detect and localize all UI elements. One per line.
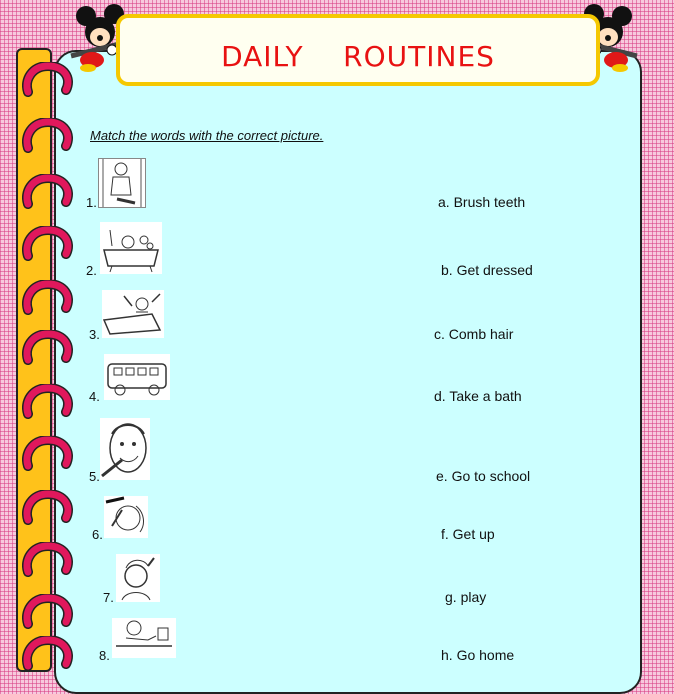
school-bus-icon [104,354,170,400]
spiral-ring-icon [22,490,76,530]
word-option: g. play [445,589,487,605]
item-number: 4. [89,389,100,404]
word-option: e. Go to school [436,468,531,484]
waking-up-in-bed-icon [102,290,164,338]
person-washing-icon [98,158,146,208]
spiral-ring-icon [22,330,76,370]
spiral-ring-icon [22,174,76,214]
spiral-ring-icon [22,636,76,676]
word-option: a. Brush teeth [438,194,526,210]
item-number: 6. [92,527,103,542]
title-box [116,14,600,86]
spiral-ring-icon [22,594,76,634]
spiral-ring-icon [22,118,76,158]
brushing-teeth-face-icon [100,418,150,480]
spiral-ring-icon [22,436,76,476]
item-number: 7. [103,590,114,605]
item-number: 5. [89,469,100,484]
word-option: d. Take a bath [434,388,522,404]
spiral-ring-icon [22,384,76,424]
child-at-desk-icon [112,618,176,658]
spiral-ring-icon [22,226,76,266]
instruction-text: Match the words with the correct picture. [90,128,324,143]
item-number: 1. [86,195,97,210]
word-option: f. Get up [441,526,495,542]
combing-hair-icon [104,496,148,538]
page-title: DAILY ROUTINES [221,40,495,73]
spiral-ring-icon [22,280,76,320]
item-number: 2. [86,263,97,278]
word-option: c. Comb hair [434,326,514,342]
getting-dressed-icon [116,554,160,602]
word-option: b. Get dressed [441,262,533,278]
spiral-ring-icon [22,542,76,582]
word-option: h. Go home [441,647,515,663]
item-number: 3. [89,327,100,342]
item-number: 8. [99,648,110,663]
bathtub-icon [100,222,162,274]
